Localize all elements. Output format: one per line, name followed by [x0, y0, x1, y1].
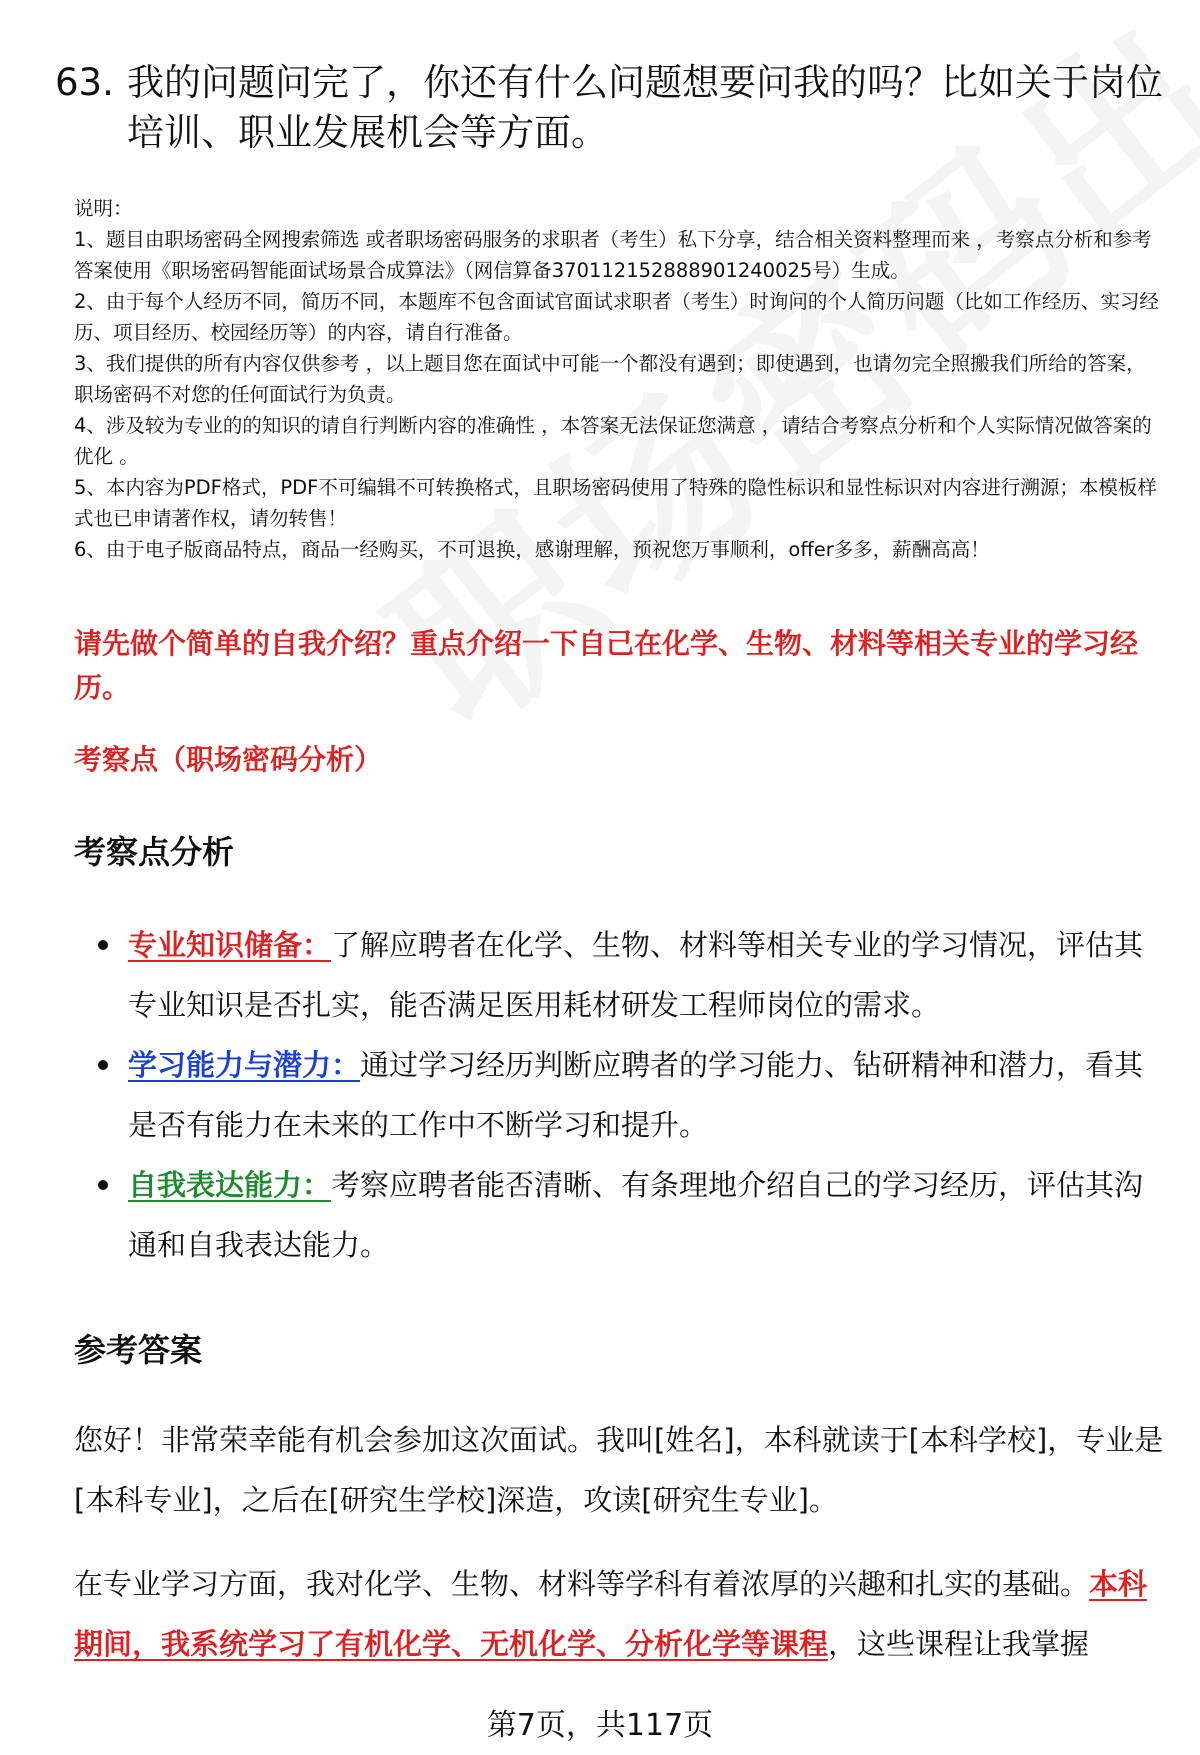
answer-heading: 参考答案 [74, 1331, 203, 1369]
bullet-text: 通过学习经历判断应聘者的学习能力、钻研精神和潜力，看其是否有能力在未来的工作中不断学习和提升。 [128, 1048, 1144, 1142]
bullet-text: 了解应聘者在化学、生物、材料等相关专业的学习情况，评估其专业知识是否扎实，能否满足医用耗材研发工程师岗位的需求。 [128, 928, 1144, 1022]
list-item [70, 1035, 1170, 1155]
bullet-icon [98, 940, 108, 950]
question-title [55, 58, 1165, 158]
list-item [70, 1155, 1170, 1275]
note-item: 1、题目由职场密码全网搜索筛选 或者职场密码服务的求职者（考生）私下分享，结合相关资料整理而来 ，考察点分析和参考答案使用《职场密码智能面试场景合成算法》（网信算备370112152888901240025号）生成。 [74, 228, 1152, 282]
bullet-keyword: 专业知识储备： [128, 928, 332, 962]
list-item [70, 915, 1170, 1035]
sub-question: 请先做个简单的自我介绍？重点介绍一下自己在化学、生物、材料等相关专业的学习经历。 [74, 627, 1139, 704]
answer-text: 在专业学习方面，我对化学、生物、材料等学科有着浓厚的兴趣和扎实的基础。 [74, 1567, 1090, 1601]
note-item: 3、我们提供的所有内容仅供参考 ，以上题目您在面试中可能一个都没有遇到；即使遇到，也请勿完全照搬我们所给的答案，职场密码不对您的任何面试行为负责。 [74, 352, 1146, 406]
note-item: 4、涉及较为专业的的知识的请自行判断内容的准确性 ，本答案无法保证您满意 ，请结合考察点分析和个人实际情况做答案的优化 。 [74, 414, 1152, 468]
bullet-keyword: 学习能力与潜力： [128, 1048, 361, 1082]
bullet-icon [98, 1060, 108, 1070]
question-number: 63. [55, 61, 114, 104]
question-line-1: 我的问题问完了，你还有什么问题想要问我的吗？比如关于岗位 [127, 61, 1163, 104]
answer-paragraph: 您好！非常荣幸能有机会参加这次面试。我叫[姓名]，本科就读于[本科学校]，专业是[本科专业]，之后在[研究生学校]深造，攻读[研究生专业]。 [74, 1423, 1164, 1517]
disclaimer-notes [74, 193, 1164, 565]
answer-paragraph [74, 1554, 1164, 1674]
reference-answer [74, 1410, 1164, 1698]
bullet-keyword: 自我表达能力： [128, 1168, 332, 1202]
answer-text: ，这些课程让我掌握 [828, 1627, 1090, 1661]
note-item: 2、由于每个人经历不同，简历不同，本题库不包含面试官面试求职者（考生）时询问的个人简历问题（比如工作经历、实习经历、项目经历、校园经历等）的内容，请自行准备。 [74, 290, 1159, 344]
question-line-2: 培训、职业发展机会等方面。 [127, 111, 608, 154]
bullet-text: 考察应聘者能否清晰、有条理地介绍自己的学习经历，评估其沟通和自我表达能力。 [128, 1168, 1144, 1262]
page-footer: 第7页，共117页 [486, 1708, 714, 1743]
note-item: 5、本内容为PDF格式，PDF不可编辑不可转换格式，且职场密码使用了特殊的隐性标识和显性标识对内容进行溯源；本模板样式也已申请著作权，请勿转售！ [74, 476, 1157, 530]
notes-title: 说明： [74, 197, 133, 220]
answer-highlight: 本科期间，我系统学习了有机化学、无机化学、分析化学等课程 [74, 1567, 1148, 1661]
analysis-list [70, 915, 1170, 1275]
analysis-heading: 考察点分析 [74, 833, 235, 871]
assessment-label: 考察点（职场密码分析） [74, 743, 383, 776]
bullet-icon [98, 1180, 108, 1190]
note-item: 6、由于电子版商品特点，商品一经购买，不可退换，感谢理解，预祝您万事顺利，offer多多，薪酬高高！ [74, 538, 990, 561]
